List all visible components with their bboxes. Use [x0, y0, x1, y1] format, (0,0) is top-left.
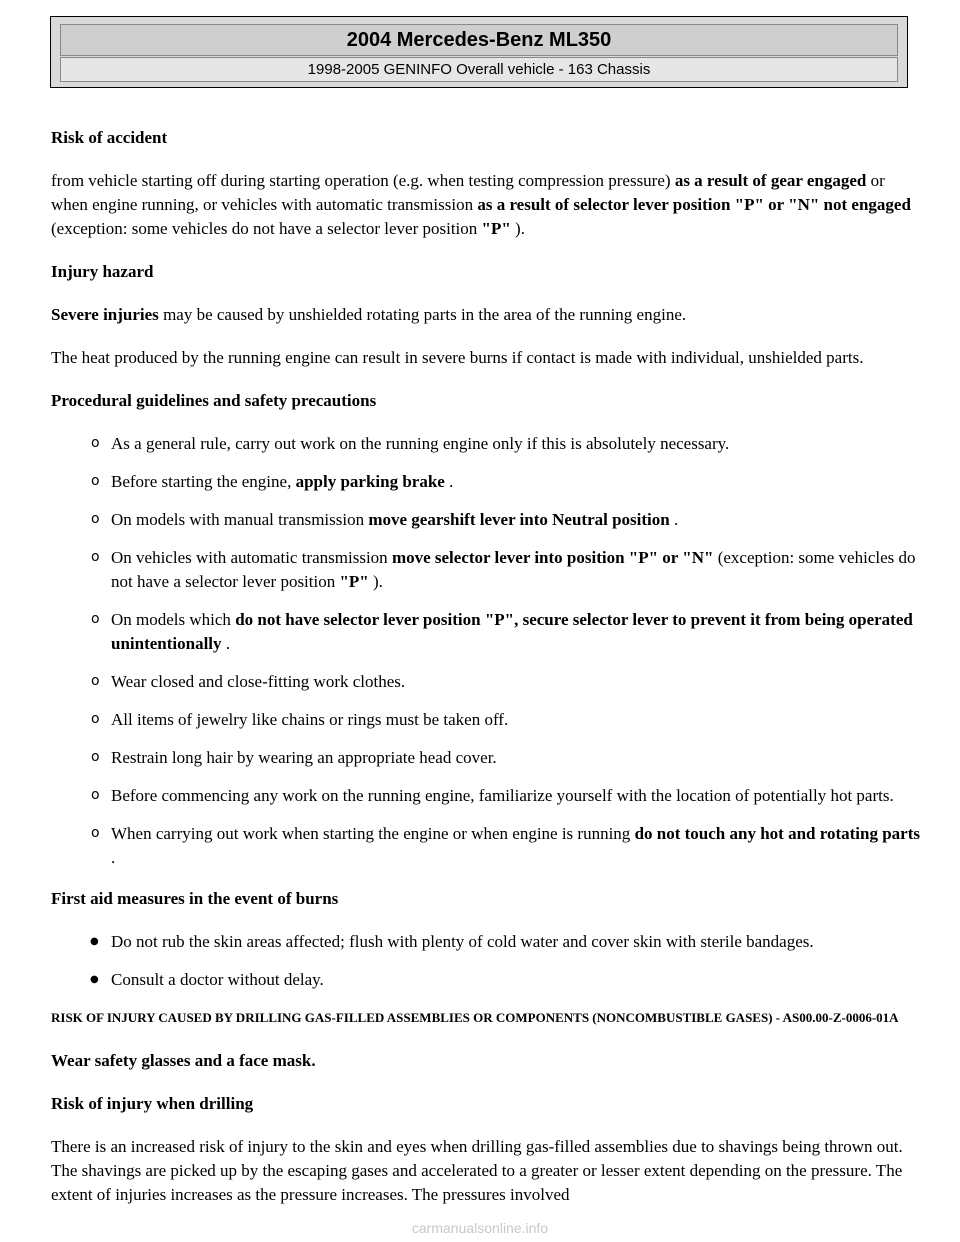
header-title: 2004 Mercedes-Benz ML350: [60, 24, 898, 56]
list-item: o When carrying out work when starting the engine or when engine is running do not touch any hot and rotating parts .: [87, 822, 921, 870]
heading-risk-of-accident: Risk of accident: [51, 128, 168, 147]
list-item: o Wear closed and close-fitting work clothes.: [87, 670, 921, 694]
list-item: o On vehicles with automatic transmission move selector lever into position "P" or "N" (exception: some vehicles do not have a selector lever position "P" ).: [87, 546, 921, 594]
heading-first-aid: First aid measures in the event of burns: [51, 889, 339, 908]
page-header: [50, 16, 908, 88]
paragraph-heat-burns: The heat produced by the running engine can result in severe burns if contact is made with individual, unshielded parts.: [51, 348, 864, 367]
list-item: o On models with manual transmission move gearshift lever into Neutral position .: [87, 508, 921, 532]
document-body: [51, 126, 921, 1226]
safety-precautions-list: [51, 432, 921, 870]
first-aid-list: [51, 930, 921, 992]
list-item: o As a general rule, carry out work on the running engine only if this is absolutely necessary.: [87, 432, 921, 456]
heading-wear-safety-glasses: Wear safety glasses and a face mask.: [51, 1051, 316, 1070]
header-subtitle: 1998-2005 GENINFO Overall vehicle - 163 Chassis: [60, 57, 898, 82]
paragraph-severe-injuries: Severe injuries may be caused by unshielded rotating parts in the area of the running engine.: [51, 305, 687, 324]
section-heading-drilling-gas-filled: RISK OF INJURY CAUSED BY DRILLING GAS-FILLED ASSEMBLIES OR COMPONENTS (NONCOMBUSTIBLE GASES) - AS00.00-Z-0006-01A: [51, 1010, 899, 1025]
list-item: ● Do not rub the skin areas affected; flush with plenty of cold water and cover skin with sterile bandages.: [87, 930, 921, 954]
list-item: ● Consult a doctor without delay.: [87, 968, 921, 992]
heading-procedural-guidelines: Procedural guidelines and safety precautions: [51, 391, 377, 410]
heading-risk-drilling: Risk of injury when drilling: [51, 1094, 254, 1113]
list-item: o On models which do not have selector lever position "P", secure selector lever to prevent it from being operated unintentionally .: [87, 608, 921, 656]
list-item: o Before commencing any work on the running engine, familiarize yourself with the location of potentially hot parts.: [87, 784, 921, 808]
paragraph-accident-details: from vehicle starting off during starting operation (e.g. when testing compression pressure) as a result of gear engaged or when engine running, or vehicles with automatic transmission as a result of selector lever position "P" or "N" not engaged (exception: some vehicles do not have a selector lever position "P" ).: [51, 171, 911, 238]
watermark: carmanualsonline.info: [411, 1220, 549, 1236]
paragraph-drilling-risk: There is an increased risk of injury to the skin and eyes when drilling gas-filled assemblies due to shavings being thrown out. The shavings are picked up by the escaping gases and accelerated to a greater or lesser extent depending on the pressure. The extent of injuries increases as the pressure increases. The pressures involved: [51, 1137, 903, 1204]
heading-injury-hazard: Injury hazard: [51, 262, 154, 281]
list-item: o All items of jewelry like chains or rings must be taken off.: [87, 708, 921, 732]
list-item: o Before starting the engine, apply parking brake .: [87, 470, 921, 494]
list-item: o Restrain long hair by wearing an appropriate head cover.: [87, 746, 921, 770]
